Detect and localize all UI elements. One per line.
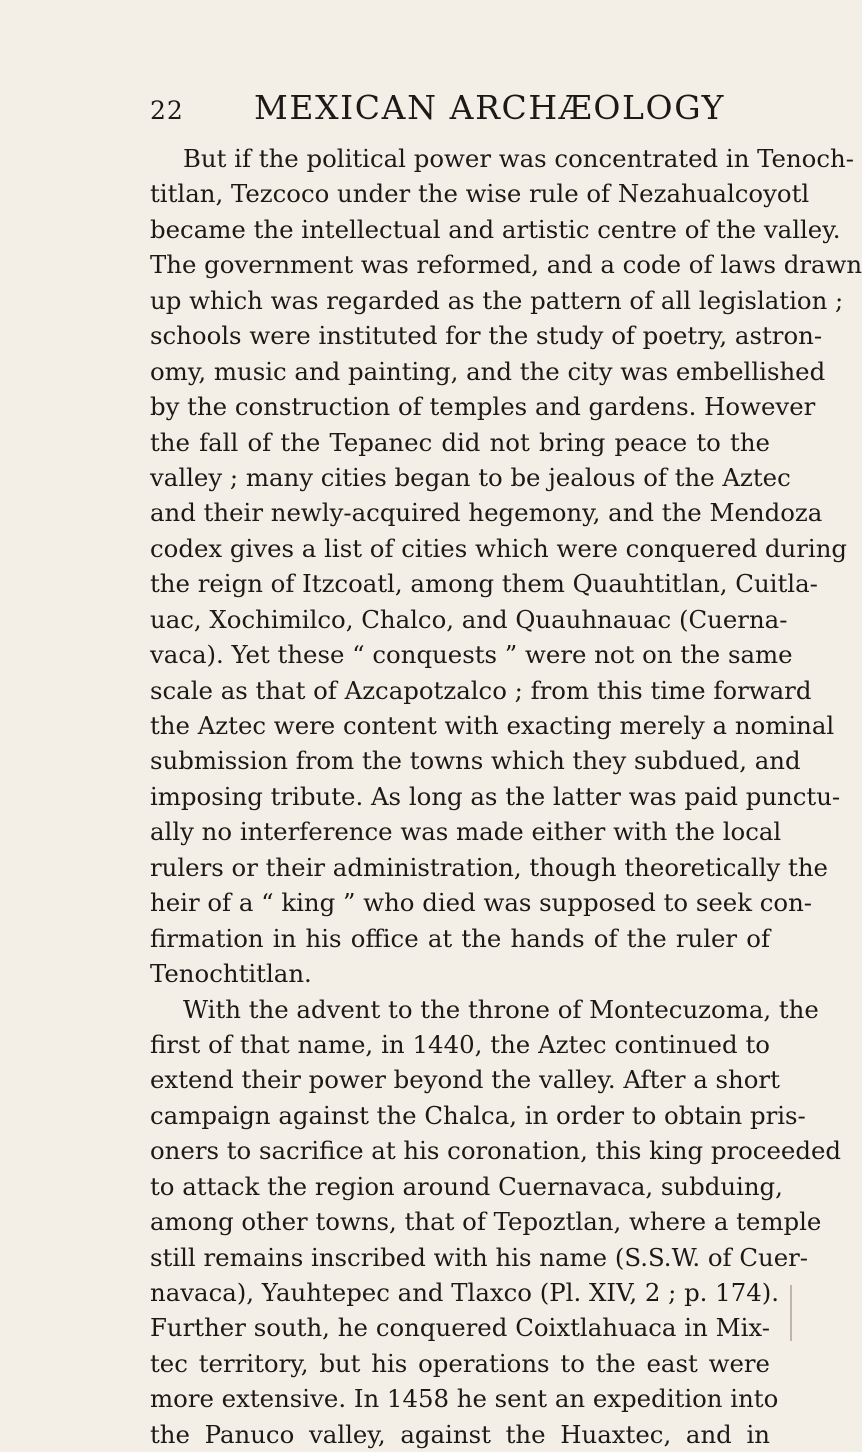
text-line-19: imposing tribute. As long as the latter was paid punctu- — [150, 781, 841, 811]
text-line-10: valley ; many cities began to be jealous of the Aztec — [150, 462, 791, 492]
page-number: 22 — [150, 96, 184, 125]
text-line-31: among other towns, that of Tepoztlan, where a temple — [150, 1207, 822, 1237]
text-line-15: vaca). Yet these “ conquests ” were not on the same — [150, 640, 793, 670]
text-line-6: schools were instituted for the study of poetry, astron- — [150, 321, 823, 351]
text-line-24: Tenochtitlan. — [150, 959, 312, 989]
text-line-5: up which was regarded as the pattern of all legislation ; — [150, 285, 844, 315]
text-line-36: more extensive. In 1458 he sent an expedition into — [150, 1384, 779, 1414]
text-line-23: firmation in his office at the hands of the ruler of — [150, 923, 770, 953]
text-line-28: campaign against the Chalca, in order to obtain pris- — [150, 1100, 806, 1130]
text-line-30: to attack the region around Cuernavaca, subduing, — [150, 1171, 783, 1201]
text-line-3: became the intellectual and artistic centre of the valley. — [150, 214, 841, 244]
page-header — [150, 86, 750, 132]
text-line-12: codex gives a list of cities which were conquered during — [150, 533, 848, 563]
text-line-4: The government was reformed, and a code of laws drawn — [150, 250, 862, 280]
text-line-27: extend their power beyond the valley. After a short — [150, 1065, 780, 1095]
text-line-16: scale as that of Azcapotzalco ; from this time forward — [150, 675, 812, 705]
text-line-34: Further south, he conquered Coixtlahuaca in Mix- — [150, 1313, 770, 1343]
text-line-13: the reign of Itzcoatl, among them Quauhtitlan, Cuitla- — [150, 569, 818, 599]
text-line-37: the Panuco valley, against the Huaxtec, and in — [150, 1419, 770, 1449]
text-line-2: titlan, Tezcoco under the wise rule of Nezahualcoyotl — [150, 179, 810, 209]
text-line-9: the fall of the Tepanec did not bring peace to the — [150, 427, 770, 457]
page-edge-mark — [790, 1285, 792, 1341]
text-line-1: But if the political power was concentrated in Tenoch- — [183, 144, 854, 173]
text-line-17: the Aztec were content with exacting merely a nominal — [150, 711, 835, 740]
text-line-22: heir of a “ king ” who died was supposed to seek con- — [150, 888, 813, 918]
running-title: MEXICAN ARCHÆOLOGY — [254, 88, 725, 127]
text-line-33: navaca), Yauhtepec and Tlaxco (Pl. XIV, 2 ; p. 174). — [150, 1278, 780, 1307]
text-line-20: ally no interference was made either with the local — [150, 817, 782, 847]
text-line-26: first of that name, in 1440, the Aztec continued to — [150, 1029, 770, 1059]
text-line-14: uac, Xochimilco, Chalco, and Quauhnauac (Cuerna- — [150, 604, 788, 634]
text-line-32: still remains inscribed with his name (S.S.W. of Cuer- — [150, 1242, 809, 1272]
body-text — [150, 141, 862, 1452]
text-line-25: With the advent to the throne of Montecuzoma, the — [183, 994, 819, 1024]
text-line-18: submission from the towns which they subdued, and — [150, 746, 801, 776]
text-line-7: omy, music and painting, and the city was embellished — [150, 356, 826, 386]
text-line-29: oners to sacrifice at his coronation, this king proceeded — [150, 1136, 841, 1166]
text-line-21: rulers or their administration, though theoretically the — [150, 852, 828, 882]
text-line-35: tec territory, but his operations to the east were — [150, 1348, 770, 1378]
text-line-8: by the construction of temples and gardens. However — [150, 392, 816, 422]
text-line-11: and their newly-acquired hegemony, and the Mendoza — [150, 498, 823, 528]
